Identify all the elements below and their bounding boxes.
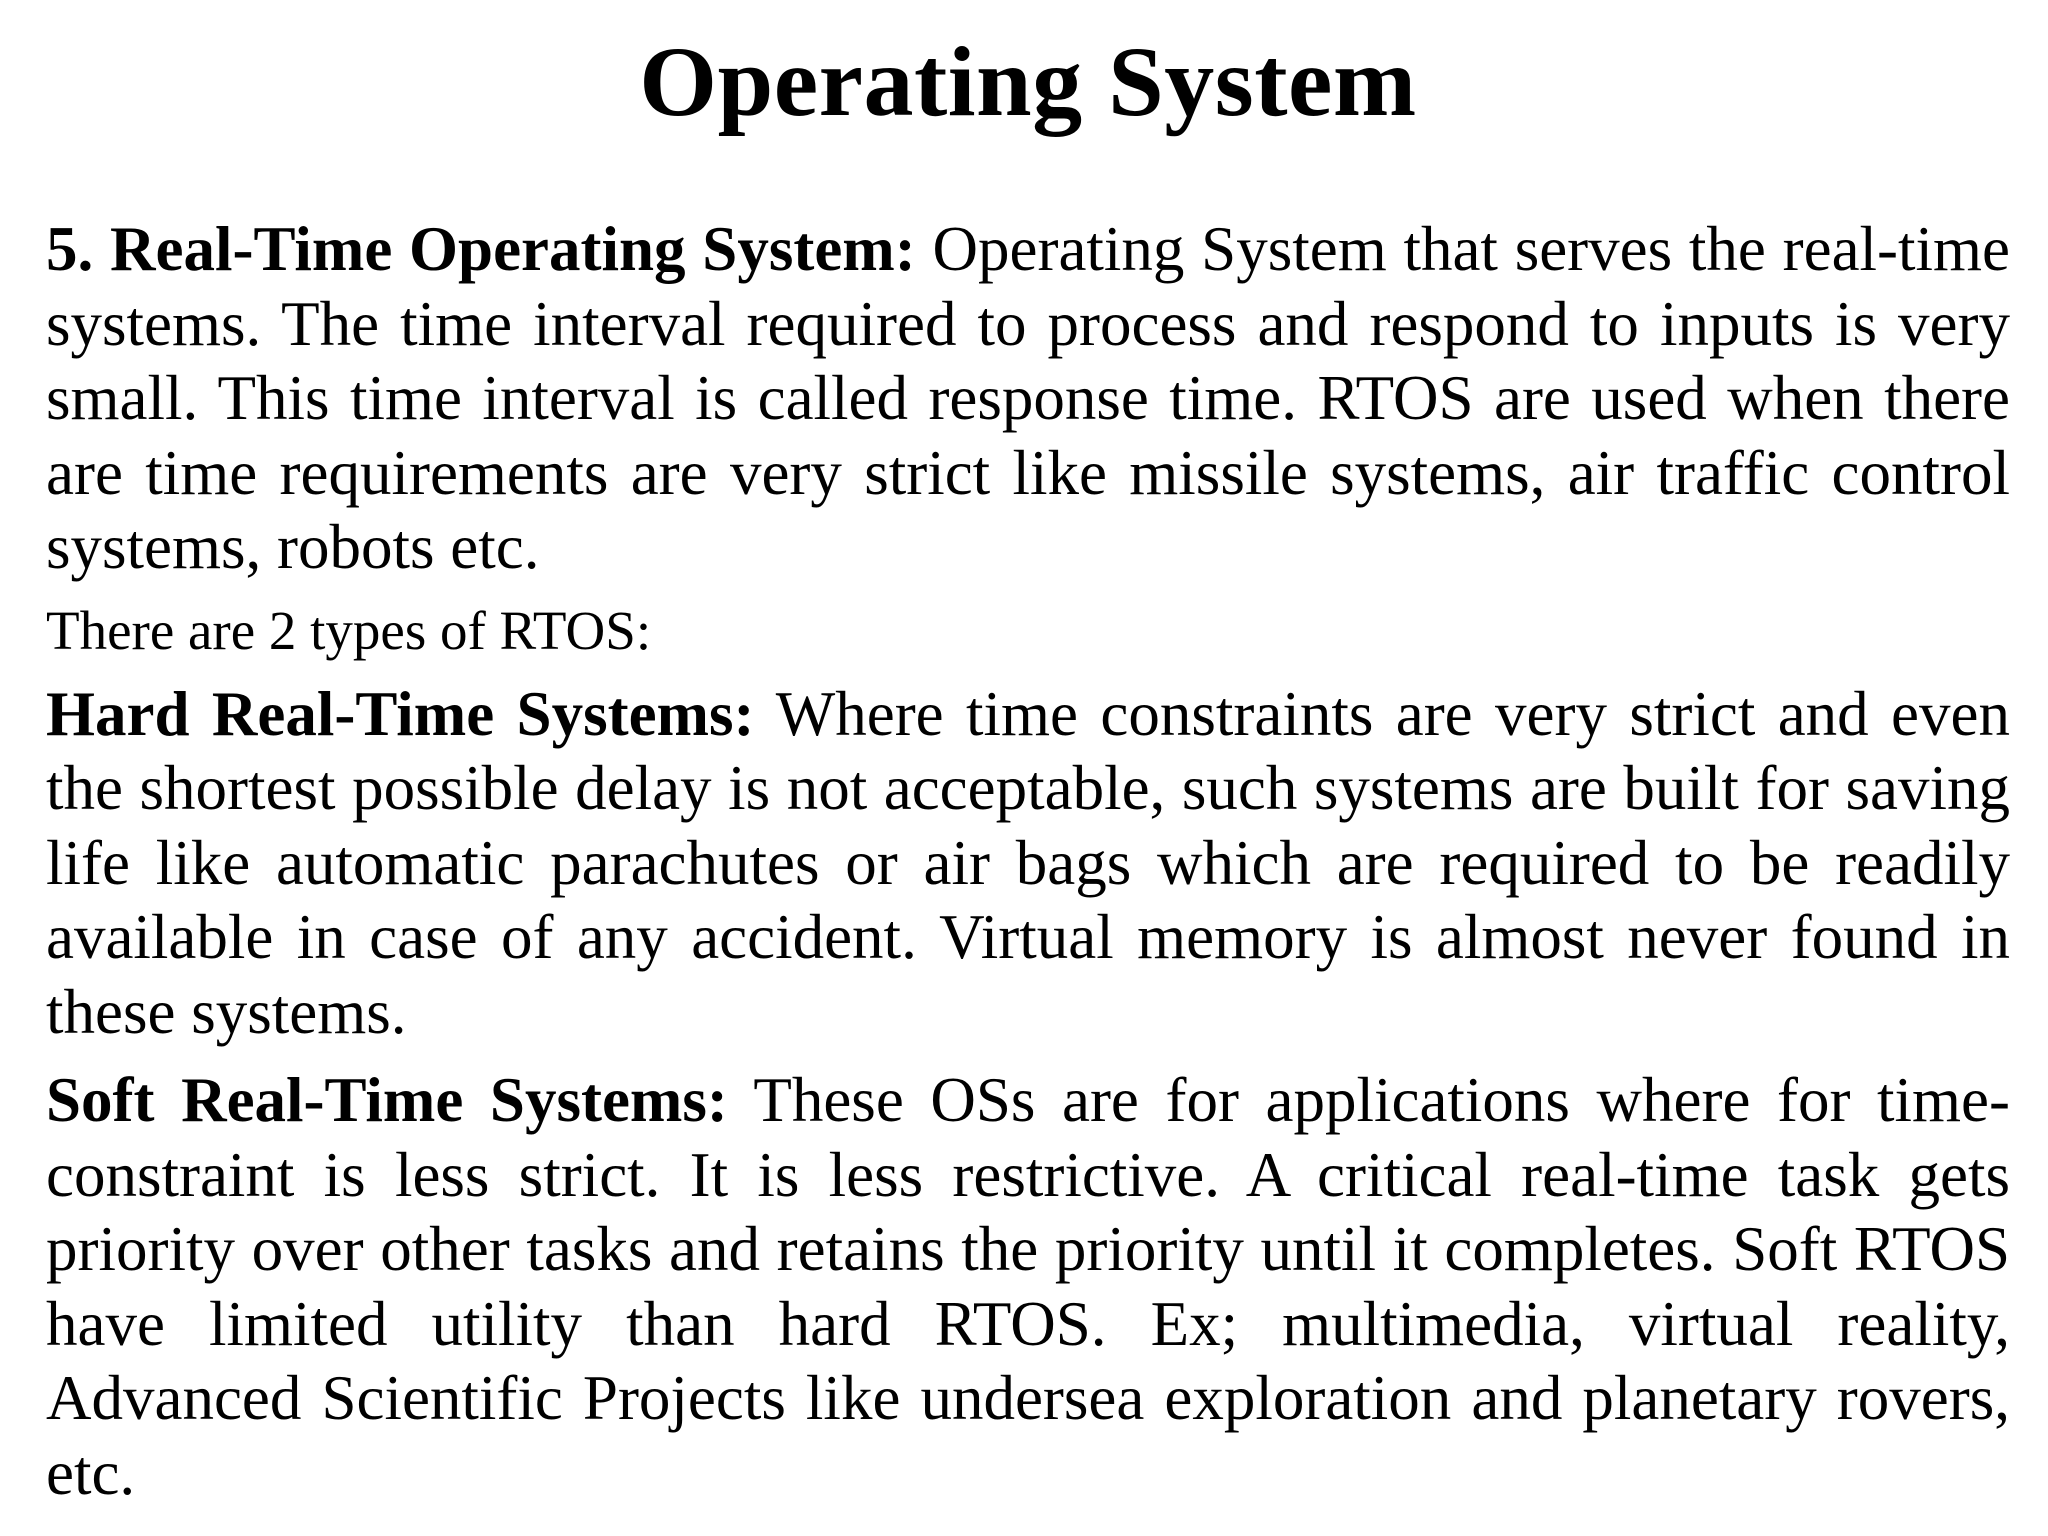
paragraph-hard-real-time bbox=[46, 677, 2010, 1050]
paragraph-body: Operating System that serves the real-time systems. The time interval required to process and respond to inputs is very small. This time interval is called response time. RTOS are used when there are time requirements are very strict like missile systems, air traffic control systems, robots etc. bbox=[46, 214, 2010, 582]
document-page bbox=[46, 0, 2010, 1510]
paragraph-rtos-definition bbox=[46, 212, 2010, 585]
paragraph-body: These OSs are for applications where for time-constraint is less strict. It is less restrictive. A critical real-time task gets priority over other tasks and retains the priority until it completes. Soft RTOS have limited utility than hard RTOS. Ex; multimedia, virtual reality, Advanced Scientific Projects like undersea exploration and planetary rovers, etc. bbox=[46, 1065, 2010, 1508]
paragraph-heading: Hard Real-Time Systems: bbox=[46, 678, 755, 749]
paragraph-rtos-types-intro bbox=[46, 591, 2010, 671]
paragraph-body: Where time constraints are very strict and even the shortest possible delay is not acceptable, such systems are built for saving life like automatic parachutes or air bags which are required to be readily available in case of any accident. Virtual memory is almost never found in these systems. bbox=[46, 678, 2010, 1047]
paragraph-body: There are 2 types of RTOS: bbox=[46, 599, 652, 661]
paragraph-soft-real-time bbox=[46, 1063, 2010, 1510]
paragraph-heading: 5. Real-Time Operating System: bbox=[46, 214, 916, 284]
page-title: Operating System bbox=[639, 26, 1417, 137]
paragraph-heading: Soft Real-Time Systems: bbox=[46, 1065, 728, 1135]
